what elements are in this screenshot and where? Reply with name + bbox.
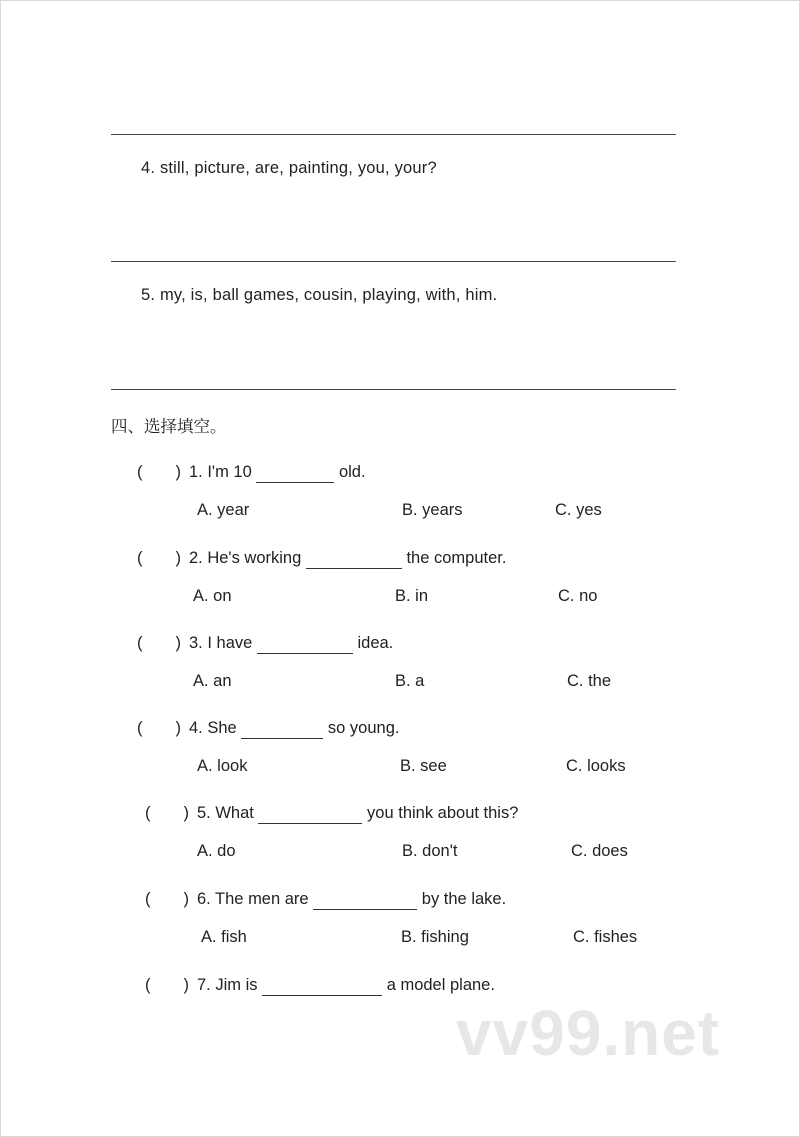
- question-3-tail: idea.: [357, 634, 394, 652]
- section-heading: 四、选择填空。: [111, 418, 227, 436]
- option-b[interactable]: B. don't: [402, 842, 458, 860]
- question-1-blank[interactable]: [256, 463, 334, 483]
- answer-rule-4: [111, 261, 676, 262]
- question-4-text: 4. She: [189, 719, 237, 737]
- question-4-options: [197, 757, 626, 776]
- answer-parenthesis[interactable]: ( ): [137, 634, 181, 652]
- question-2-tail: the computer.: [406, 549, 507, 567]
- question-3: [137, 629, 393, 654]
- option-c[interactable]: C. no: [558, 587, 598, 605]
- question-3-options: [193, 672, 611, 691]
- question-4: [137, 714, 399, 739]
- option-a[interactable]: A. look: [197, 757, 248, 775]
- option-a[interactable]: A. do: [197, 842, 236, 860]
- option-a[interactable]: A. on: [193, 587, 232, 605]
- reorder-item-5: 5. my, is, ball games, cousin, playing, with, him.: [141, 286, 498, 304]
- question-2-text: 2. He's working: [189, 549, 302, 567]
- option-b[interactable]: B. a: [395, 672, 425, 690]
- option-b[interactable]: B. years: [402, 501, 463, 519]
- option-b[interactable]: B. fishing: [401, 928, 469, 946]
- question-6-tail: by the lake.: [421, 890, 507, 908]
- answer-parenthesis[interactable]: ( ): [137, 719, 181, 737]
- answer-rule-5: [111, 389, 676, 390]
- option-a[interactable]: A. fish: [201, 928, 247, 946]
- question-5-text: 5. What: [197, 804, 254, 822]
- question-1-options: [197, 501, 602, 520]
- question-5-tail: you think about this?: [367, 804, 519, 822]
- option-b[interactable]: B. see: [400, 757, 447, 775]
- question-1-text: 1. I'm 10: [189, 463, 252, 481]
- question-7: [145, 971, 495, 996]
- option-c[interactable]: C. fishes: [573, 928, 638, 946]
- answer-rule-3: [111, 134, 676, 135]
- watermark: vv99.net: [456, 997, 721, 1069]
- option-b[interactable]: B. in: [395, 587, 429, 605]
- reorder-item-4: 4. still, picture, are, painting, you, your?: [141, 159, 437, 177]
- question-3-blank[interactable]: [257, 634, 353, 654]
- question-2: [137, 544, 506, 569]
- option-c[interactable]: C. yes: [555, 501, 602, 519]
- option-c[interactable]: C. the: [567, 672, 612, 690]
- answer-parenthesis[interactable]: ( ): [145, 804, 189, 822]
- question-4-tail: so young.: [327, 719, 400, 737]
- question-6-blank[interactable]: [313, 890, 417, 910]
- question-5: [145, 799, 518, 824]
- question-1: [137, 458, 366, 483]
- answer-parenthesis[interactable]: ( ): [137, 549, 181, 567]
- question-7-tail: a model plane.: [386, 976, 495, 994]
- question-5-options: [197, 842, 628, 861]
- question-2-blank[interactable]: [306, 549, 402, 569]
- question-7-text: 7. Jim is: [197, 976, 258, 994]
- question-3-text: 3. I have: [189, 634, 253, 652]
- question-1-tail: old.: [338, 463, 366, 481]
- question-5-blank[interactable]: [258, 804, 362, 824]
- question-4-blank[interactable]: [241, 719, 323, 739]
- question-6-text: 6. The men are: [197, 890, 309, 908]
- question-7-blank[interactable]: [262, 976, 382, 996]
- answer-parenthesis[interactable]: ( ): [145, 890, 189, 908]
- option-a[interactable]: A. an: [193, 672, 232, 690]
- worksheet-content: [1, 1, 800, 1137]
- question-6: [145, 885, 506, 910]
- question-2-options: [193, 587, 597, 606]
- option-c[interactable]: C. does: [571, 842, 628, 860]
- option-c[interactable]: C. looks: [566, 757, 626, 775]
- answer-parenthesis[interactable]: ( ): [145, 976, 189, 994]
- answer-parenthesis[interactable]: ( ): [137, 463, 181, 481]
- question-6-options: [201, 928, 637, 947]
- option-a[interactable]: A. year: [197, 501, 250, 519]
